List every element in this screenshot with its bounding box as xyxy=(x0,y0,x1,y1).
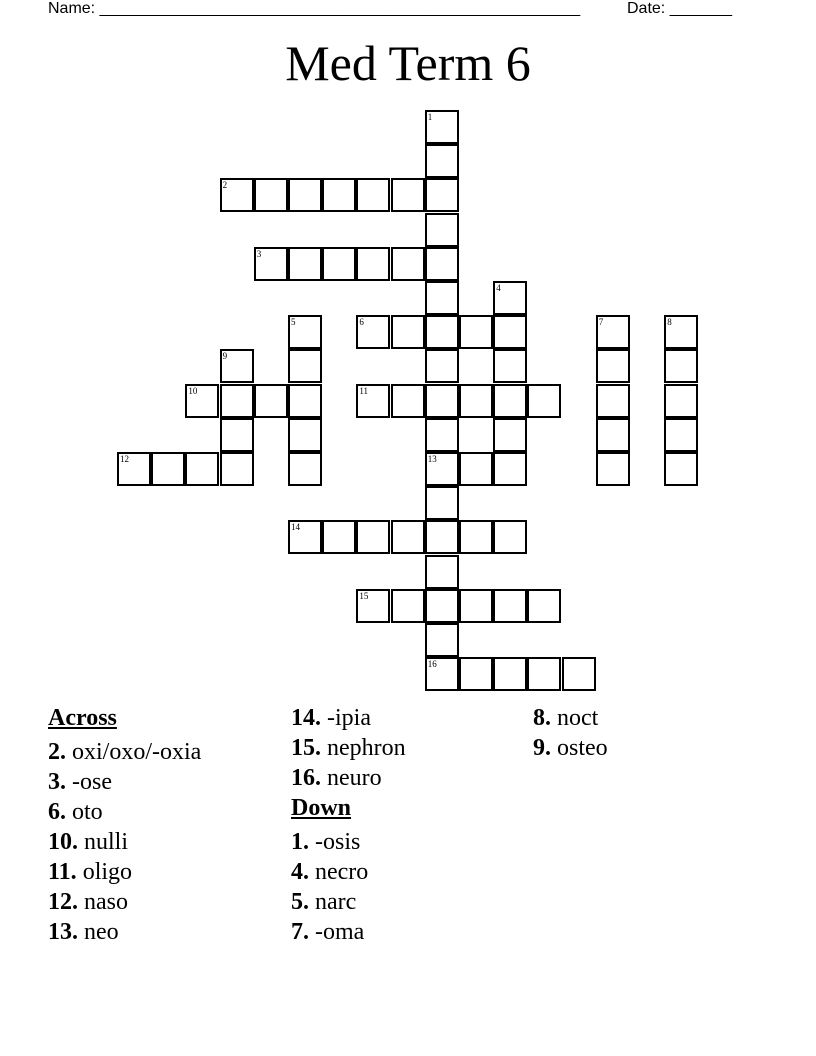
crossword-cell[interactable] xyxy=(493,452,527,486)
crossword-cell[interactable] xyxy=(322,178,356,212)
clue-text: -ipia xyxy=(321,705,371,731)
crossword-cell[interactable] xyxy=(425,589,459,623)
crossword-cell[interactable] xyxy=(254,178,288,212)
clue-text: neo xyxy=(78,919,119,945)
crossword-cell[interactable] xyxy=(425,452,459,486)
crossword-cell[interactable] xyxy=(391,247,425,281)
crossword-cell[interactable] xyxy=(459,452,493,486)
clue-number-label: 8 xyxy=(667,317,672,328)
clue-across-14 xyxy=(291,703,406,733)
clue-down-7 xyxy=(291,917,406,947)
clue-number-label: 15 xyxy=(359,590,369,601)
clue-text: -oma xyxy=(309,919,365,945)
crossword-cell[interactable] xyxy=(288,520,322,554)
clue-text: necro xyxy=(309,859,369,885)
crossword-cell[interactable] xyxy=(220,178,254,212)
clue-down-4 xyxy=(291,857,406,887)
crossword-cell[interactable] xyxy=(664,418,698,452)
crossword-cell[interactable] xyxy=(425,281,459,315)
crossword-cell[interactable] xyxy=(493,589,527,623)
crossword-cell[interactable] xyxy=(527,657,561,691)
crossword-cell[interactable] xyxy=(391,178,425,212)
clue-down-5 xyxy=(291,887,406,917)
crossword-cell[interactable] xyxy=(459,589,493,623)
crossword-cell[interactable] xyxy=(562,657,596,691)
clue-across-2 xyxy=(48,737,201,767)
clue-text: neuro xyxy=(321,765,382,791)
crossword-cell[interactable] xyxy=(425,349,459,383)
crossword-cell[interactable] xyxy=(596,349,630,383)
page-title: Med Term 6 xyxy=(285,35,531,91)
clue-down-8 xyxy=(533,703,608,733)
crossword-cell[interactable] xyxy=(425,213,459,247)
crossword-cell[interactable] xyxy=(288,418,322,452)
crossword-cell[interactable] xyxy=(425,486,459,520)
clue-text: oto xyxy=(66,799,103,825)
crossword-cell[interactable] xyxy=(527,384,561,418)
clue-number: 7. xyxy=(291,919,309,945)
down-heading: Down xyxy=(291,795,352,821)
crossword-cell[interactable] xyxy=(596,418,630,452)
crossword-cell[interactable] xyxy=(493,349,527,383)
crossword-cell[interactable] xyxy=(596,452,630,486)
clue-column-2 xyxy=(291,703,406,947)
crossword-cell[interactable] xyxy=(664,315,698,349)
crossword-cell[interactable] xyxy=(664,349,698,383)
crossword-cell[interactable] xyxy=(185,452,219,486)
name-field-label: Name: ______________________________________________________ xyxy=(48,0,581,17)
crossword-cell[interactable] xyxy=(288,452,322,486)
crossword-cell[interactable] xyxy=(356,315,390,349)
clue-number: 2. xyxy=(48,739,66,765)
clue-number: 9. xyxy=(533,735,551,761)
crossword-cell[interactable] xyxy=(493,315,527,349)
clue-across-6 xyxy=(48,797,201,827)
crossword-cell[interactable] xyxy=(596,384,630,418)
crossword-cell[interactable] xyxy=(664,384,698,418)
clue-number-label: 13 xyxy=(427,454,437,464)
crossword-cell[interactable] xyxy=(493,520,527,554)
crossword-cell[interactable] xyxy=(322,520,356,554)
crossword-cell[interactable] xyxy=(425,623,459,657)
clue-number: 5. xyxy=(291,889,309,915)
clue-text: noct xyxy=(551,705,599,731)
crossword-cell[interactable] xyxy=(596,315,630,349)
clue-number: 15. xyxy=(291,735,321,761)
crossword-cell[interactable] xyxy=(459,315,493,349)
crossword-cell[interactable] xyxy=(117,452,151,486)
clue-text: narc xyxy=(309,889,357,915)
clue-across-15 xyxy=(291,733,406,763)
crossword-cell[interactable] xyxy=(391,384,425,418)
crossword-cell[interactable] xyxy=(288,315,322,349)
clue-text: -ose xyxy=(66,769,112,795)
crossword-cell[interactable] xyxy=(322,247,356,281)
crossword-cell[interactable] xyxy=(288,178,322,212)
crossword-cell[interactable] xyxy=(254,384,288,418)
crossword-cell[interactable] xyxy=(254,247,288,281)
crossword-cell[interactable] xyxy=(425,110,459,144)
clue-across-13 xyxy=(48,917,201,947)
crossword-cell[interactable] xyxy=(459,657,493,691)
crossword-cell[interactable] xyxy=(425,144,459,178)
clue-across-3 xyxy=(48,767,201,797)
crossword-cell[interactable] xyxy=(356,589,390,623)
clue-number: 11. xyxy=(48,859,77,885)
crossword-cell[interactable] xyxy=(185,384,219,418)
clue-number: 12. xyxy=(48,889,78,915)
clue-number-label: 4 xyxy=(496,283,501,293)
crossword-cell[interactable] xyxy=(220,349,254,383)
clue-number: 8. xyxy=(533,705,551,731)
clue-number: 14. xyxy=(291,705,321,731)
crossword-cell[interactable] xyxy=(288,349,322,383)
clue-number-label: 5 xyxy=(291,317,296,328)
crossword-cell[interactable] xyxy=(220,384,254,418)
crossword-cell[interactable] xyxy=(425,418,459,452)
clue-text: -osis xyxy=(309,829,361,855)
clue-number-label: 12 xyxy=(120,454,129,464)
crossword-cell[interactable] xyxy=(288,384,322,418)
clue-number: 10. xyxy=(48,829,78,855)
clue-across-11 xyxy=(48,857,201,887)
clue-across-16 xyxy=(291,763,406,793)
date-field-label: Date: _______ xyxy=(627,0,732,17)
clue-text: oxi/oxo/-oxia xyxy=(66,739,202,765)
crossword-cell[interactable] xyxy=(356,384,390,418)
crossword-cell[interactable] xyxy=(220,418,254,452)
clue-number-label: 3 xyxy=(256,248,262,259)
clue-column-3 xyxy=(533,703,608,763)
crossword-cell[interactable] xyxy=(288,247,322,281)
crossword-cell[interactable] xyxy=(425,315,459,349)
crossword-cell[interactable] xyxy=(459,384,493,418)
clue-column-1 xyxy=(48,703,201,947)
clue-number-label: 1 xyxy=(427,112,433,122)
crossword-cell[interactable] xyxy=(493,281,527,315)
crossword-cell[interactable] xyxy=(356,178,390,212)
crossword-cell[interactable] xyxy=(425,520,459,554)
clue-number-label: 2 xyxy=(222,180,228,191)
clue-number-label: 10 xyxy=(188,385,198,396)
crossword-cell[interactable] xyxy=(425,384,459,418)
clue-number-label: 14 xyxy=(291,522,300,533)
clue-number: 6. xyxy=(48,799,66,825)
crossword-cell[interactable] xyxy=(459,520,493,554)
clue-number: 3. xyxy=(48,769,66,795)
crossword-cell[interactable] xyxy=(391,589,425,623)
clue-text: nephron xyxy=(321,735,406,761)
clue-number-label: 6 xyxy=(359,317,364,328)
clue-text: nulli xyxy=(78,829,129,855)
clue-across-12 xyxy=(48,887,201,917)
clue-down-9 xyxy=(533,733,608,763)
crossword-cell[interactable] xyxy=(356,520,390,554)
crossword-cell[interactable] xyxy=(391,315,425,349)
crossword-cell[interactable] xyxy=(151,452,185,486)
across-heading: Across xyxy=(48,705,117,731)
crossword-cell[interactable] xyxy=(220,452,254,486)
crossword-cell[interactable] xyxy=(425,657,459,691)
crossword-cell[interactable] xyxy=(493,657,527,691)
clue-number: 1. xyxy=(291,829,309,855)
clue-number-label: 7 xyxy=(598,317,604,328)
clue-number-label: 9 xyxy=(222,351,228,362)
crossword-cell[interactable] xyxy=(493,384,527,418)
clue-text: naso xyxy=(78,889,128,915)
crossword-cell[interactable] xyxy=(425,178,459,212)
crossword-cell[interactable] xyxy=(425,555,459,589)
crossword-cell[interactable] xyxy=(391,520,425,554)
clue-across-10 xyxy=(48,827,201,857)
crossword-cell[interactable] xyxy=(425,247,459,281)
crossword-cell[interactable] xyxy=(664,452,698,486)
clue-text: oligo xyxy=(76,859,133,885)
clue-number: 4. xyxy=(291,859,309,885)
clue-number-label: 16 xyxy=(427,659,437,670)
clue-number: 16. xyxy=(291,765,321,791)
crossword-cell[interactable] xyxy=(527,589,561,623)
clue-number-label: 11 xyxy=(359,385,369,396)
crossword-cell[interactable] xyxy=(493,418,527,452)
clue-down-1 xyxy=(291,827,406,857)
clue-text: osteo xyxy=(551,735,608,761)
crossword-cell[interactable] xyxy=(356,247,390,281)
clue-number: 13. xyxy=(48,919,78,945)
